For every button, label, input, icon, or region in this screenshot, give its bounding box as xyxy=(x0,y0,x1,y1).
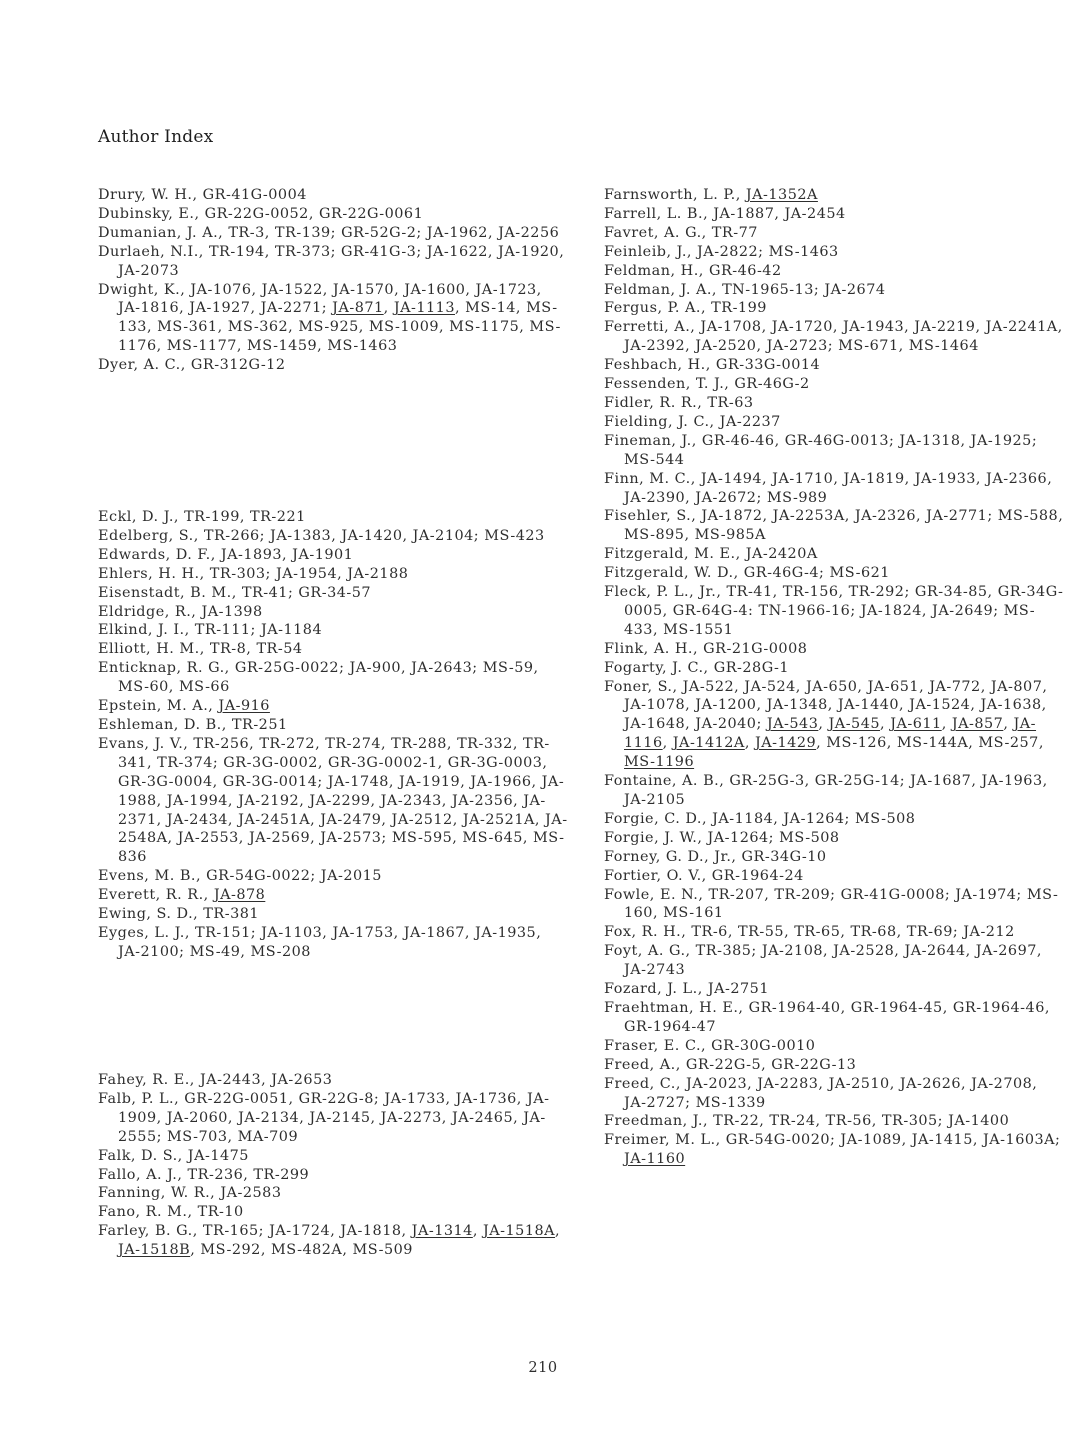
index-entry xyxy=(98,1166,568,1185)
entry-text: Fontaine, A. B., GR-25G-3, GR-25G-14; JA-1687, JA-1963, JA-2105 xyxy=(604,773,1048,808)
index-entry xyxy=(604,413,1064,432)
entry-text: Foner, S., JA-522, JA-524, JA-650, JA-651, JA-772, JA-807, JA-1078, JA-1200, JA-1348, JA-1440, JA-1524, JA-1638, JA-1648, JA-2040; xyxy=(604,678,1048,733)
index-group-d xyxy=(98,186,568,375)
underlined-reference: JA-857 xyxy=(951,716,1004,733)
underlined-reference: JA-1429 xyxy=(754,735,817,752)
index-entry xyxy=(604,470,1064,508)
entry-text: , xyxy=(880,716,891,733)
entry-text: Dyer, A. C., GR-312G-12 xyxy=(98,357,286,374)
index-entry xyxy=(98,735,568,867)
underlined-reference: MS-1196 xyxy=(624,754,695,771)
index-entry xyxy=(98,186,568,205)
index-entry xyxy=(604,583,1064,640)
index-entry xyxy=(98,205,568,224)
entry-text: , xyxy=(941,716,952,733)
index-entry xyxy=(604,186,1064,205)
entry-text: Eldridge, R., JA-1398 xyxy=(98,603,263,620)
index-entry xyxy=(98,224,568,243)
entry-text: Farnsworth, L. P., xyxy=(604,187,746,203)
entry-text: , xyxy=(472,1223,483,1240)
index-entry xyxy=(604,942,1064,980)
index-entry xyxy=(604,923,1064,942)
entry-text: , xyxy=(662,735,673,752)
index-entry xyxy=(604,545,1064,564)
underlined-reference: JA-611 xyxy=(890,716,942,733)
index-entry xyxy=(98,1222,568,1260)
index-entry xyxy=(98,659,568,697)
entry-text: Feldman, H., GR-46-42 xyxy=(604,262,782,279)
index-entry xyxy=(604,810,1064,829)
entry-text: Forgie, C. D., JA-1184, JA-1264; MS-508 xyxy=(604,810,916,827)
entry-text: Durlaeh, N.I., TR-194, TR-373; GR-41G-3; JA-1622, JA-1920, JA-2073 xyxy=(98,243,565,279)
page-title: Author Index xyxy=(98,127,214,147)
index-entry xyxy=(604,829,1064,848)
entry-text: Fitzgerald, M. E., JA-2420A xyxy=(604,546,818,563)
entry-text: Fleck, P. L., Jr., TR-41, TR-156, TR-292; GR-34-85, GR-34G-0005, GR-64G-4: TN-1966-16; JA-1824, JA-2649; MS-433, MS-1551 xyxy=(604,584,1064,638)
index-entry xyxy=(98,243,568,281)
index-entry xyxy=(604,299,1064,318)
entry-text: Eisenstadt, B. M., TR-41; GR-34-57 xyxy=(98,584,372,601)
entry-text: Fowle, E. N., TR-207, TR-209; GR-41G-0008; JA-1974; MS-160, MS-161 xyxy=(604,886,1059,922)
entry-text: , MS-14, MS-133, MS-361, MS-362, MS-925, MS-1009, MS-1175, MS-1176, MS-1177, MS-1459, MS-1463 xyxy=(118,300,561,355)
entry-text: Falk, D. S., JA-1475 xyxy=(98,1147,249,1164)
index-entry xyxy=(98,1071,568,1090)
entry-text: Fano, R. M., TR-10 xyxy=(98,1204,244,1221)
entry-text: Edelberg, S., TR-266; JA-1383, JA-1420, JA-2104; MS-423 xyxy=(98,527,545,544)
index-entry xyxy=(604,848,1064,867)
entry-text: Elliott, H. M., TR-8, TR-54 xyxy=(98,641,303,658)
entry-text: Elkind, J. I., TR-111; JA-1184 xyxy=(98,622,323,639)
index-group-f-right xyxy=(604,186,1064,1169)
entry-text: Fidler, R. R., TR-63 xyxy=(604,394,754,411)
index-entry xyxy=(98,640,568,659)
index-entry xyxy=(98,621,568,640)
index-entry xyxy=(98,281,568,357)
index-entry xyxy=(98,1090,568,1147)
underlined-reference: JA-1518A xyxy=(482,1223,556,1240)
index-entry xyxy=(604,205,1064,224)
entry-text: Fanning, W. R., JA-2583 xyxy=(98,1185,282,1202)
entry-text: , xyxy=(383,300,394,317)
index-entry xyxy=(604,886,1064,924)
index-entry xyxy=(98,527,568,546)
index-entry xyxy=(604,356,1064,375)
underlined-reference: JA-1116 xyxy=(624,716,1037,752)
index-entry xyxy=(604,999,1064,1037)
index-entry xyxy=(604,243,1064,262)
index-entry xyxy=(604,867,1064,886)
index-entry xyxy=(604,262,1064,281)
entry-text: Falb, P. L., GR-22G-0051, GR-22G-8; JA-1733, JA-1736, JA-1909, JA-2060, JA-2134, JA-2145, JA-2273, JA-2465, JA-2555; MS-703, MA-709 xyxy=(98,1090,550,1145)
entry-text: , xyxy=(744,735,755,752)
entry-text: Foyt, A. G., TR-385; JA-2108, JA-2528, JA-2644, JA-2697, JA-2743 xyxy=(604,943,1042,979)
entry-text: Everett, R. R., xyxy=(98,887,214,904)
index-entry xyxy=(98,1147,568,1166)
entry-text: Fineman, J., GR-46-46, GR-46G-0013; JA-1318, JA-1925; MS-544 xyxy=(604,432,1038,468)
entry-text: Feldman, J. A., TN-1965-13; JA-2674 xyxy=(604,281,886,298)
entry-text: Evens, M. B., GR-54G-0022; JA-2015 xyxy=(98,868,382,885)
index-entry xyxy=(604,432,1064,470)
entry-text: Fitzgerald, W. D., GR-46G-4; MS-621 xyxy=(604,565,890,582)
entry-text: Drury, W. H., GR-41G-0004 xyxy=(98,187,307,203)
entry-text: Feshbach, H., GR-33G-0014 xyxy=(604,357,821,374)
entry-text: , xyxy=(1003,716,1014,733)
index-entry xyxy=(604,1056,1064,1075)
entry-text: Enticknap, R. G., GR-25G-0022; JA-900, JA-2643; MS-59, MS-60, MS-66 xyxy=(98,660,539,696)
entry-text: Fozard, J. L., JA-2751 xyxy=(604,981,769,998)
index-entry xyxy=(604,678,1064,773)
underlined-reference: JA-916 xyxy=(218,698,270,715)
entry-text: Freed, C., JA-2023, JA-2283, JA-2510, JA-2626, JA-2708, JA-2727; MS-1339 xyxy=(604,1075,1038,1111)
index-entry xyxy=(98,697,568,716)
entry-text: Fergus, P. A., TR-199 xyxy=(604,300,767,317)
entry-text: Feinleib, J., JA-2822; MS-1463 xyxy=(604,243,839,260)
underlined-reference: JA-1518B xyxy=(118,1242,191,1259)
entry-text: Fraser, E. C., GR-30G-0010 xyxy=(604,1037,816,1054)
underlined-reference: JA-1113 xyxy=(393,300,455,317)
index-entry xyxy=(604,1075,1064,1113)
entry-text: Fortier, O. V., GR-1964-24 xyxy=(604,867,804,884)
entry-text: , xyxy=(818,716,829,733)
index-entry xyxy=(604,394,1064,413)
entry-text: Fessenden, T. J., GR-46G-2 xyxy=(604,376,810,393)
entry-text: Fraehtman, H. E., GR-1964-40, GR-1964-45, GR-1964-46, GR-1964-47 xyxy=(604,999,1050,1035)
page-number: 210 xyxy=(528,1360,558,1376)
index-entry xyxy=(98,1203,568,1222)
entry-text: Finn, M. C., JA-1494, JA-1710, JA-1819, JA-1933, JA-2366, JA-2390, JA-2672; MS-989 xyxy=(604,470,1053,506)
index-entry xyxy=(604,281,1064,300)
underlined-reference: JA-543 xyxy=(766,716,819,733)
underlined-reference: JA-878 xyxy=(213,887,266,904)
entry-text: Dwight, K., JA-1076, JA-1522, JA-1570, JA-1600, JA-1723, JA-1816, JA-1927, JA-2271; xyxy=(98,281,542,317)
entry-text: Dumanian, J. A., TR-3, TR-139; GR-52G-2; JA-1962, JA-2256 xyxy=(98,224,560,241)
entry-text: Favret, A. G., TR-77 xyxy=(604,224,758,241)
entry-text: Forney, G. D., Jr., GR-34G-10 xyxy=(604,848,827,865)
entry-text: Edwards, D. F., JA-1893, JA-1901 xyxy=(98,546,354,563)
index-entry xyxy=(98,886,568,905)
entry-text: Farley, B. G., TR-165; JA-1724, JA-1818, xyxy=(98,1223,412,1240)
index-entry xyxy=(604,564,1064,583)
index-entry xyxy=(98,565,568,584)
entry-text: Ehlers, H. H., TR-303; JA-1954, JA-2188 xyxy=(98,565,409,582)
index-entry xyxy=(604,375,1064,394)
index-entry xyxy=(98,905,568,924)
underlined-reference: JA-1412A xyxy=(672,735,745,752)
entry-text: Freedman, J., TR-22, TR-24, TR-56, TR-305; JA-1400 xyxy=(604,1113,1010,1130)
index-entry xyxy=(604,772,1064,810)
entry-text: Fielding, J. C., JA-2237 xyxy=(604,413,781,430)
entry-text: , MS-292, MS-482A, MS-509 xyxy=(190,1242,413,1259)
entry-text: , MS-126, MS-144A, MS-257, xyxy=(816,735,1044,752)
entry-text: Evans, J. V., TR-256, TR-272, TR-274, TR-288, TR-332, TR-341, TR-374; GR-3G-0002, GR-3G-0002-1, GR-3G-0003, GR-3G-0004, GR-3G-0014; JA-1748, JA-1919, JA-1966, JA-1988, JA-1994, JA-2192, JA-2299, JA-2343, JA-2356, JA-2371, JA-2434, JA-2451A, JA-2479, JA-2512, JA-2521A, JA-2548A, JA-2553, JA-2569, JA-2573; MS-595, MS-645, MS-836 xyxy=(98,735,568,866)
index-group-e xyxy=(98,508,568,962)
entry-text: Forgie, J. W., JA-1264; MS-508 xyxy=(604,829,840,846)
entry-text: Flink, A. H., GR-21G-0008 xyxy=(604,640,808,657)
underlined-reference: JA-1314 xyxy=(411,1223,473,1240)
index-entry xyxy=(98,546,568,565)
entry-text: Eshleman, D. B., TR-251 xyxy=(98,716,288,733)
entry-text: Fahey, R. E., JA-2443, JA-2653 xyxy=(98,1072,333,1088)
entry-text: Freed, A., GR-22G-5, GR-22G-13 xyxy=(604,1056,857,1073)
index-entry xyxy=(604,224,1064,243)
underlined-reference: JA-871 xyxy=(332,300,384,317)
entry-text: Ferretti, A., JA-1708, JA-1720, JA-1943, JA-2219, JA-2241A, JA-2392, JA-2520, JA-2723; MS-671, MS-1464 xyxy=(604,319,1063,355)
entry-text: Freimer, M. L., GR-54G-0020; JA-1089, JA-1415, JA-1603A; xyxy=(604,1132,1061,1149)
entry-text: Farrell, L. B., JA-1887, JA-2454 xyxy=(604,205,846,222)
index-entry xyxy=(604,1131,1064,1169)
underlined-reference: JA-1160 xyxy=(624,1151,686,1168)
entry-text: Dubinsky, E., GR-22G-0052, GR-22G-0061 xyxy=(98,205,424,222)
underlined-reference: JA-1352A xyxy=(745,187,818,203)
index-entry xyxy=(98,508,568,527)
entry-text: Ewing, S. D., TR-381 xyxy=(98,906,260,923)
index-entry xyxy=(604,1112,1064,1131)
entry-text: Fox, R. H., TR-6, TR-55, TR-65, TR-68, TR-69; JA-212 xyxy=(604,924,1015,941)
index-entry xyxy=(98,867,568,886)
index-entry xyxy=(98,924,568,962)
index-entry xyxy=(604,980,1064,999)
entry-text: Fisehler, S., JA-1872, JA-2253A, JA-2326, JA-2771; MS-588, MS-895, MS-985A xyxy=(604,508,1064,544)
index-entry xyxy=(604,640,1064,659)
index-entry xyxy=(604,659,1064,678)
index-entry xyxy=(98,356,568,375)
entry-text: Fallo, A. J., TR-236, TR-299 xyxy=(98,1166,310,1183)
entry-text: Epstein, M. A., xyxy=(98,698,219,715)
index-group-f-left xyxy=(98,1071,568,1260)
entry-text: Eckl, D. J., TR-199, TR-221 xyxy=(98,509,306,525)
entry-text: , xyxy=(555,1223,561,1240)
index-entry xyxy=(98,716,568,735)
index-entry xyxy=(604,318,1064,356)
index-entry xyxy=(98,603,568,622)
index-entry xyxy=(604,507,1064,545)
index-entry xyxy=(98,1184,568,1203)
entry-text: Fogarty, J. C., GR-28G-1 xyxy=(604,659,789,676)
underlined-reference: JA-545 xyxy=(828,716,881,733)
entry-text: Eyges, L. J., TR-151; JA-1103, JA-1753, JA-1867, JA-1935, JA-2100; MS-49, MS-208 xyxy=(98,924,542,960)
index-entry xyxy=(604,1037,1064,1056)
index-entry xyxy=(98,584,568,603)
